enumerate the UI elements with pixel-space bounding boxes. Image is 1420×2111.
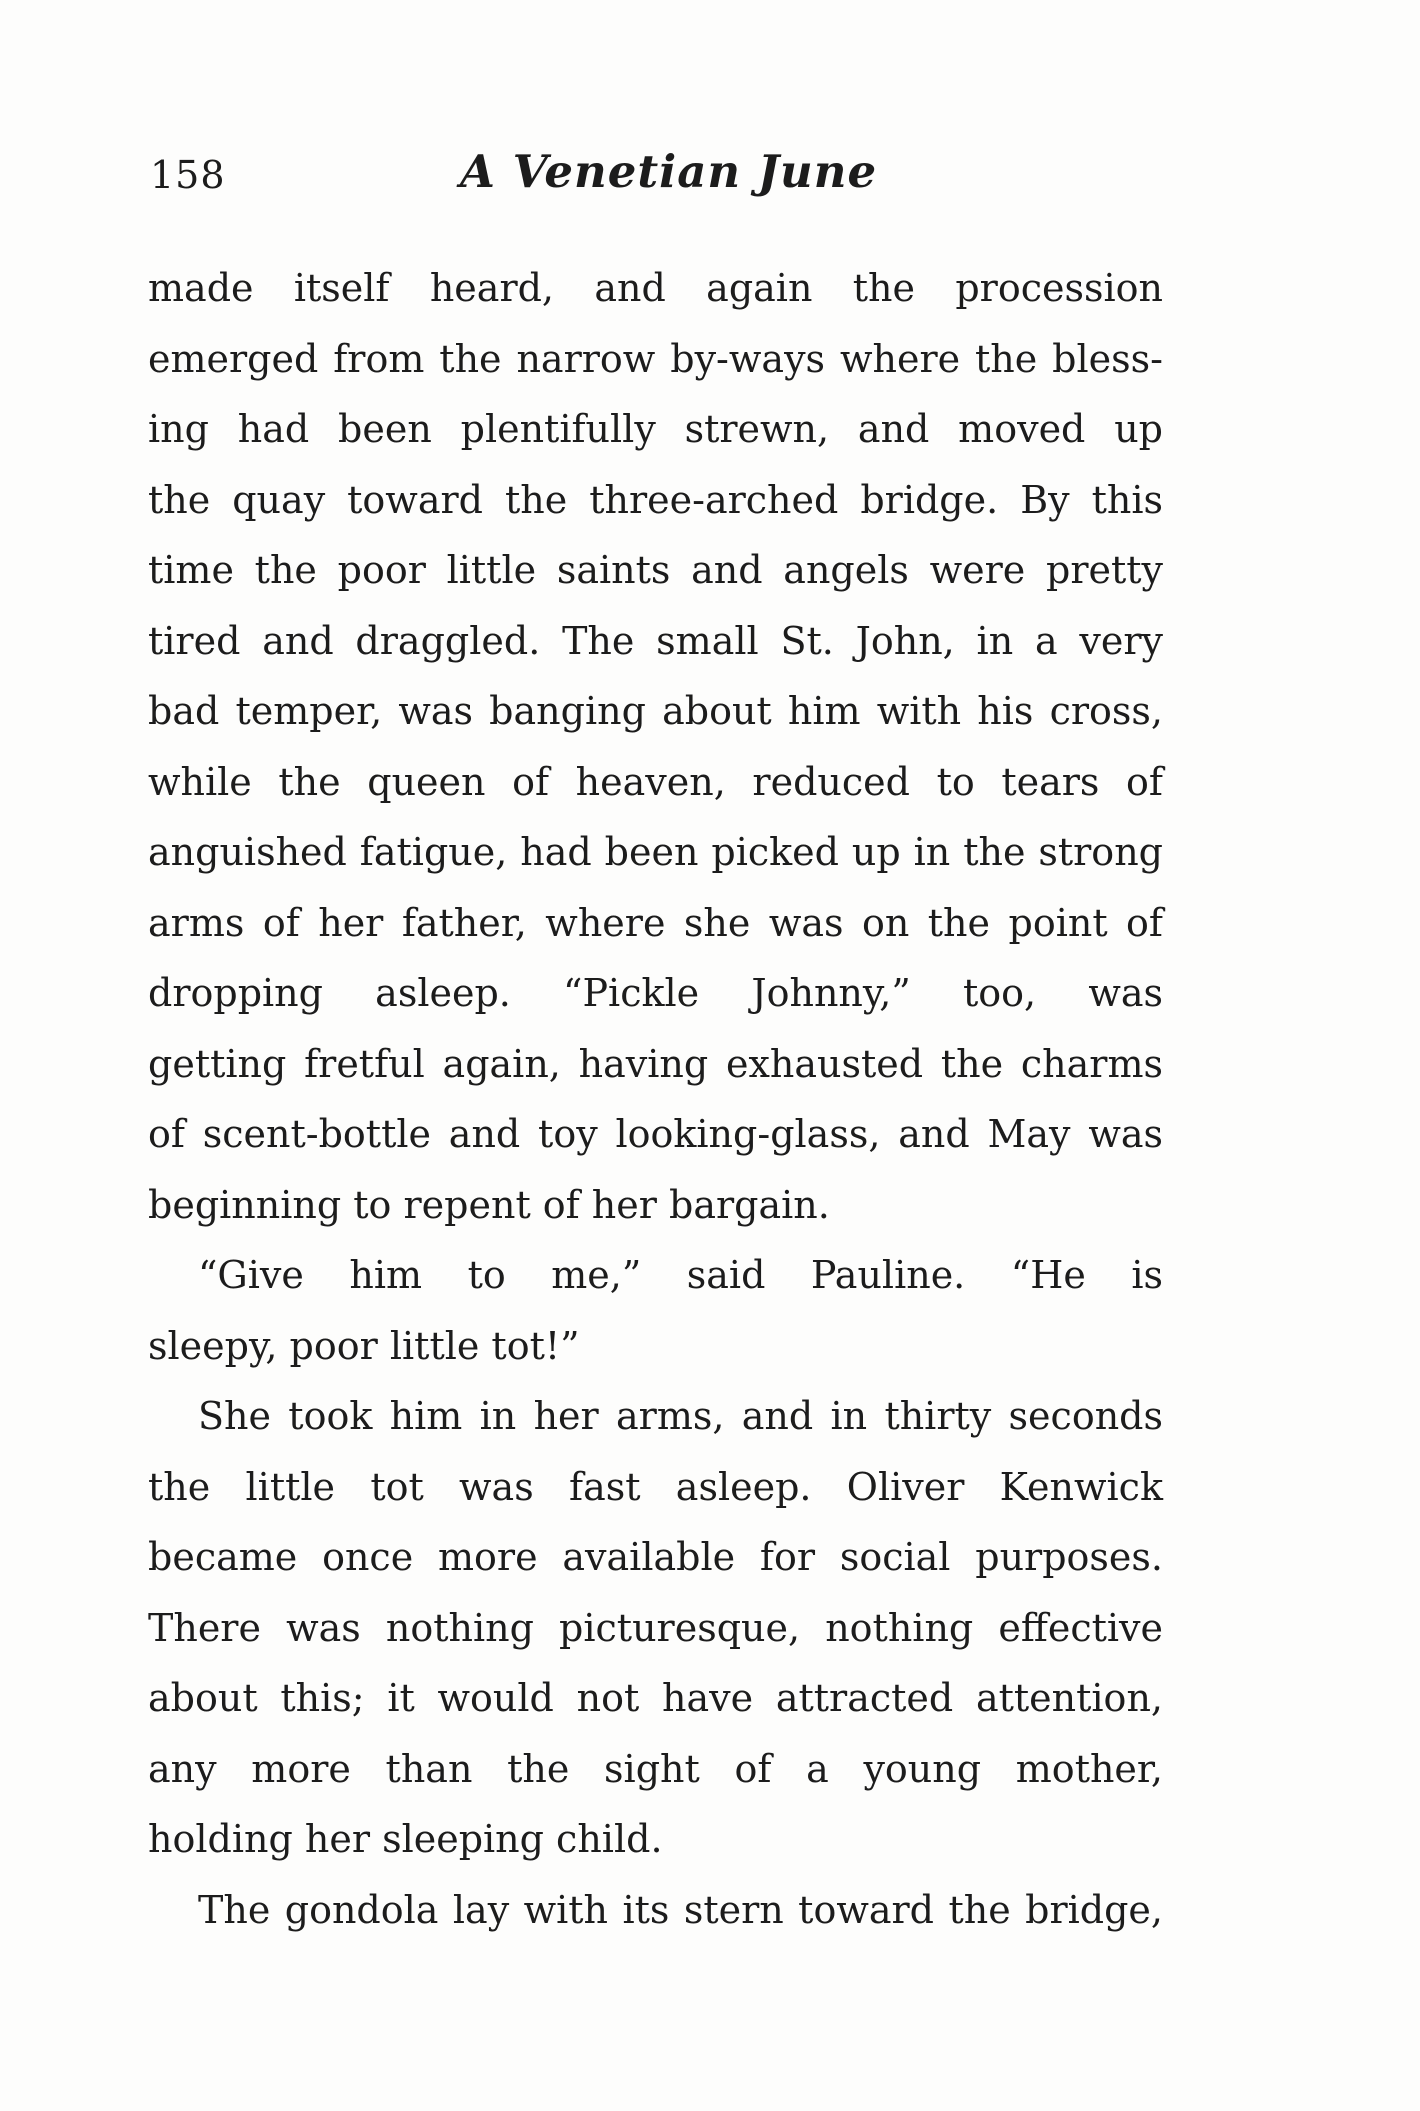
paragraph-first-line: “Give him to me,” said Pauline. “He is (198, 1253, 1163, 1297)
paragraph-first-line: The gondola lay with its stern toward the bridge, (198, 1887, 1163, 1932)
text-line: became once more available for social purposes. (148, 1535, 1163, 1579)
body-text (148, 253, 1163, 1945)
text-line: any more than the sight of a young mother, (148, 1746, 1163, 1791)
paragraph-first-line: She took him in her arms, and in thirty seconds (198, 1394, 1163, 1438)
text-line: the little tot was fast asleep. Oliver Kenwick (148, 1464, 1163, 1509)
text-line: of scent-bottle and toy looking-glass, and May was (148, 1112, 1163, 1156)
running-head (150, 145, 1150, 215)
text-line: time the poor little saints and angels were pretty (148, 548, 1163, 592)
text-line: made itself heard, and again the procession (148, 266, 1163, 310)
page-number: 158 (150, 153, 226, 197)
text-line: the quay toward the three-arched bridge. By this (148, 477, 1163, 522)
text-line: ing had been plentifully strewn, and moved up (148, 407, 1163, 451)
text-line: There was nothing picturesque, nothing effective (148, 1605, 1163, 1650)
text-line: anguished fatigue, had been picked up in the strong (148, 830, 1163, 874)
paragraph-last-line: beginning to repent of her bargain. (148, 1182, 830, 1227)
text-line: emerged from the narrow by-ways where the bless- (148, 336, 1163, 381)
text-line: tired and draggled. The small St. John, in a very (148, 618, 1163, 663)
text-line: while the queen of heaven, reduced to tears of (148, 759, 1163, 804)
text-line: getting fretful again, having exhausted the charms (148, 1041, 1163, 1086)
paragraph-last-line: sleepy, poor little tot!” (148, 1323, 580, 1368)
paragraph-last-line: holding her sleeping child. (148, 1817, 663, 1861)
text-line: dropping asleep. “Pickle Johnny,” too, was (148, 971, 1163, 1015)
running-title: A Venetian June (460, 145, 878, 198)
text-line: bad temper, was banging about him with his cross, (148, 689, 1163, 733)
text-line: about this; it would not have attracted attention, (148, 1676, 1163, 1720)
text-line: arms of her father, where she was on the point of (148, 900, 1163, 945)
